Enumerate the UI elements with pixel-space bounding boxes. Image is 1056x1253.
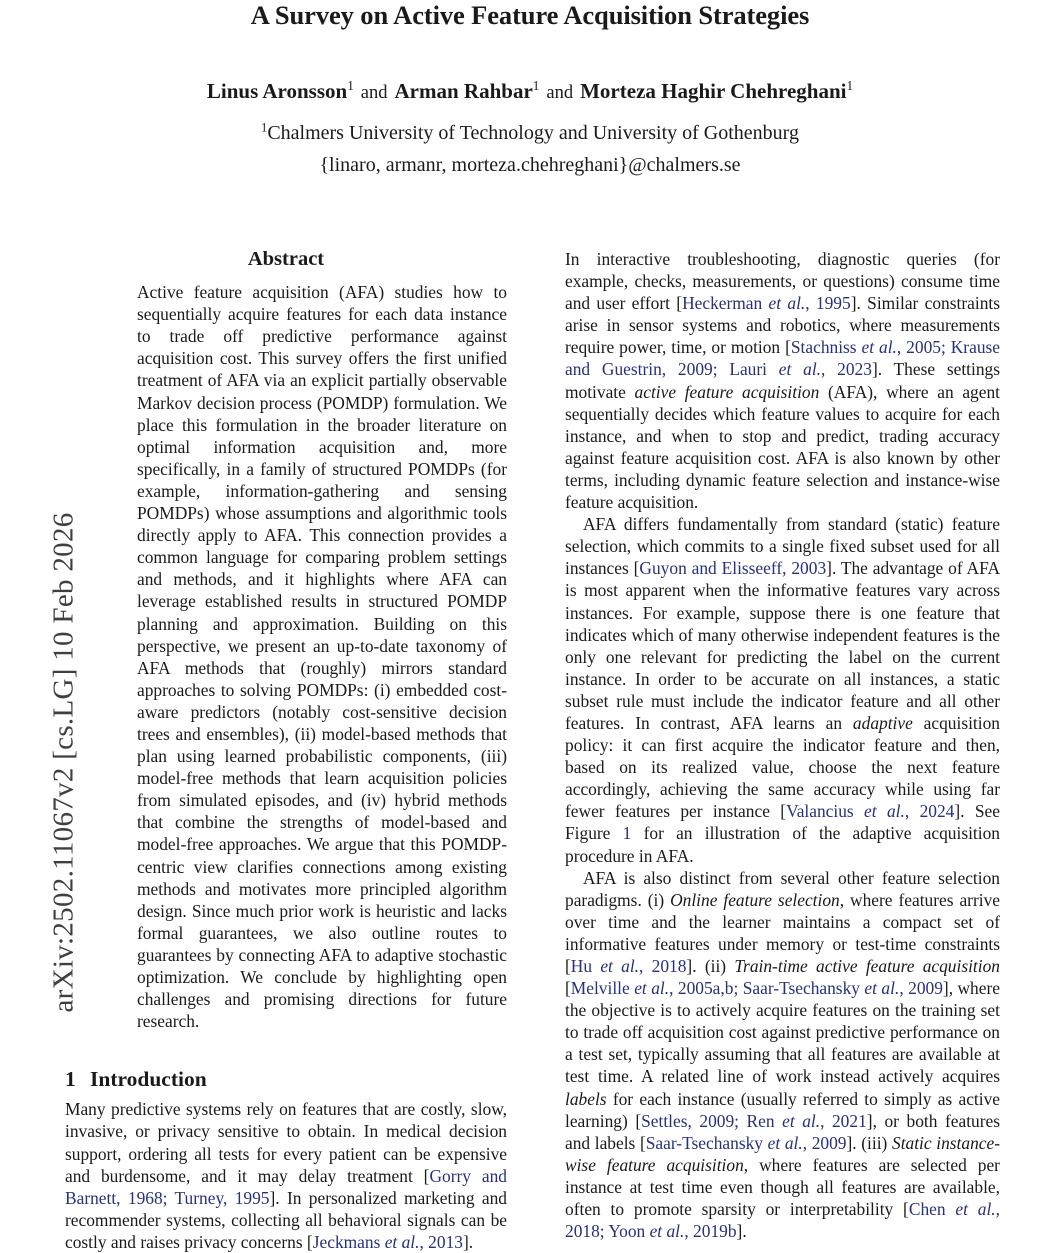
citation-gorry-barnett[interactable]: Gorry and Barnett, 1968	[65, 1165, 507, 1208]
body-paragraph-3: AFA is also distinct from several other feature selection paradigms. (i) Online feature selection, where features arrive over time and the learner maintains a compact set of informative features under memory or test-time constraints [Hu et al., 2018]. (ii) Train-time active feature acquisition [Melville et al., 2005a,b; Saar-Tsechansky et al., 2009], where the objective is to actively acquire features on the training set to trade off acquisition cost against predictive performance on a test set, typically assuming that all features are available at test time. A related line of work instead actively acquires labels for each instance (usually referred to simply as active learning) [Settles, 2009; Ren et al., 2021], or both features and labels [Saar-Tsechansky et al., 2009]. (iii) Static instance-wise feature acquisition, where features are selected per instance at test time even though all features are available, often to promote sparsity or interpretability [Chen et al., 2018; Yoon et al., 2019b].	[565, 867, 1000, 1242]
author-affil-marker-2: 1	[532, 78, 540, 93]
citation-krause-guestrin[interactable]: Krause and Guestrin, 2009	[565, 337, 1001, 380]
term-adaptive: adaptive	[852, 712, 913, 733]
figure-reference-1[interactable]: 1	[622, 823, 632, 844]
author-conjunction-2: and	[546, 83, 574, 103]
term-active-feature-acquisition: active feature acquisition	[634, 381, 820, 402]
section-heading-introduction: 1 Introduction	[65, 1067, 207, 1092]
citation-jeckmans[interactable]: Jeckmans et al., 2013	[312, 1231, 463, 1252]
citation-ren[interactable]: Ren et al., 2021	[746, 1110, 867, 1131]
citation-turney[interactable]: Turney, 1995	[174, 1187, 270, 1208]
intro-paragraph-1: Many predictive systems rely on features that are costly, slow, invasive, or privacy sensitive to obtain. In medical decision support, ordering all tests for every patient can be expensive and burdensome, and it may delay treatment [Gorry and Barnett, 1968; Turney, 1995]. In personalized marketing and recommender systems, collecting all behavioral signals can be costly and raises privacy concerns [Jeckmans et al., 2013].	[65, 1099, 507, 1252]
citation-stachniss[interactable]: Stachniss et al., 2005	[790, 337, 941, 358]
citation-lauri[interactable]: Lauri et al., 2023	[729, 359, 872, 380]
term-labels: labels	[565, 1088, 607, 1109]
left-column	[65, 248, 507, 1253]
citation-hu[interactable]: Hu et al., 2018	[570, 956, 687, 976]
contact-emails: {linaro, armanr, morteza.chehreghani}@chalmers.se	[319, 154, 741, 176]
citation-melville[interactable]: Melville et al., 2005a,b	[570, 978, 734, 999]
body-paragraph-2: AFA differs fundamentally from standard (static) feature selection, which commits to a single fixed subset used for all instances [Guyon and Elisseeff, 2003]. The advantage of AFA is most apparent when the informative features vary across instances. For example, suppose there is one feature that indicates which of many otherwise independent features is the only one relevant for predicting the label on the current instance. In order to be accurate on all instances, a static subset rule must include the indicator feature and all other features. In contrast, AFA learns an adaptive acquisition policy: it can first acquire the indicator feature and then, based on its realized value, choose the next feature accordingly, achieving the same accuracy while using far fewer features per instance [Valancius et al., 2024]. See Figure 1 for an illustration of the adaptive acquisition procedure in AFA.	[565, 514, 1001, 866]
arxiv-identifier-stamp: arXiv:2502.11067v2 [cs.LG] 10 Feb 2026	[47, 512, 80, 1013]
paper-header	[60, 0, 1000, 179]
citation-guyon-elisseeff[interactable]: Guyon and Elisseeff, 2003	[639, 558, 827, 579]
author-affil-marker-3: 1	[846, 78, 854, 93]
right-column	[565, 248, 1000, 1242]
author-name-2: Arman Rahbar$^1$	[394, 78, 540, 103]
body-paragraph-1: In interactive troubleshooting, diagnostic queries (for example, checks, measurements, or questions) consume time and user effort [Heckerman et al., 1995]. Similar constraints arise in sensor systems and robotics, where measurements require power, time, or motion [Stachniss et al., 2005; Krause and Guestrin, 2009; Lauri et al., 2023]. These settings motivate active feature acquisition (AFA), where an agent sequentially decides which feature values to acquire for each instance, and when to stop and predict, trading accuracy against feature acquisition cost. AFA is also known by other terms, including dynamic feature selection and instance-wise feature acquisition.	[565, 249, 1001, 513]
section-number: 1	[65, 1067, 76, 1092]
term-static-instance-wise-afa: Static instance-wise feature acquisition	[565, 1132, 1000, 1175]
author-conjunction-1: and	[360, 83, 388, 103]
citation-settles[interactable]: Settles, 2009	[641, 1110, 735, 1131]
citation-saar-tsechansky-2[interactable]: Saar-Tsechansky et al., 2009	[645, 1132, 847, 1153]
term-online-feature-selection: Online feature selection	[670, 889, 840, 910]
abstract-body: Active feature acquisition (AFA) studies how to sequentially acquire features for each data instance to trade off predictive performance against acquisition cost. This survey offers the first unified treatment of AFA via an explicit partially observable Markov decision process (POMDP) formulation. We place this formulation in the broader literature on optimal information acquisition and, more specifically, in a family of structured POMDPs (for example, information-gathering and sensing POMDPs) whose assumptions and algorithmic tools directly apply to AFA. This connection provides a common language for comparing problem settings and methods, and it highlights where AFA can leverage established results in structured POMDP planning and approximation. Building on this perspective, we present an up-to-date taxonomy of AFA methods that (roughly) mirrors standard approaches to solving POMDPs: (i) embedded cost-aware predictors (notably cost-sensitive decision trees and ensembles), (ii) model-based methods that plan using learned probabilistic components, (iii) model-free methods that learn acquisition policies from simulated episodes, and (iv) hybrid methods that combine the strengths of model-based and model-free approaches. We argue that this POMDP-centric view clarifies connections among existing methods and motivates more principled algorithm design. Since much prior work is heuristic and lacks formal guarantees, we also outline routes to guarantees by connecting AFA to adaptive stochastic optimization. We conclude by highlighting open challenges and promising directions for future research.	[137, 282, 507, 1032]
citation-chen[interactable]: Chen et al., 2018	[565, 1199, 1000, 1242]
citation-yoon[interactable]: Yoon et al., 2019b	[608, 1221, 737, 1242]
page-title: A Survey on Active Feature Acquisition Strategies	[250, 0, 810, 30]
abstract-heading: Abstract	[247, 248, 325, 270]
citation-saar-tsechansky-1[interactable]: Saar-Tsechansky et al., 2009	[742, 978, 943, 999]
term-train-time-afa: Train-time active feature acquisition	[734, 956, 1000, 976]
citation-valancius[interactable]: Valancius et al., 2024	[786, 801, 955, 822]
author-list	[60, 78, 1000, 106]
affiliation-line: $^1$Chalmers University of Technology and University of Gothenburg	[261, 120, 799, 144]
author-name-3: Morteza Haghir Chehreghani$^1$	[580, 78, 854, 103]
author-name-1: Linus Aronsson$^1$	[206, 78, 354, 103]
affiliation-marker: 1	[261, 120, 268, 135]
citation-heckerman[interactable]: Heckerman et al., 1995	[682, 293, 851, 314]
author-affil-marker-1: 1	[347, 78, 354, 93]
